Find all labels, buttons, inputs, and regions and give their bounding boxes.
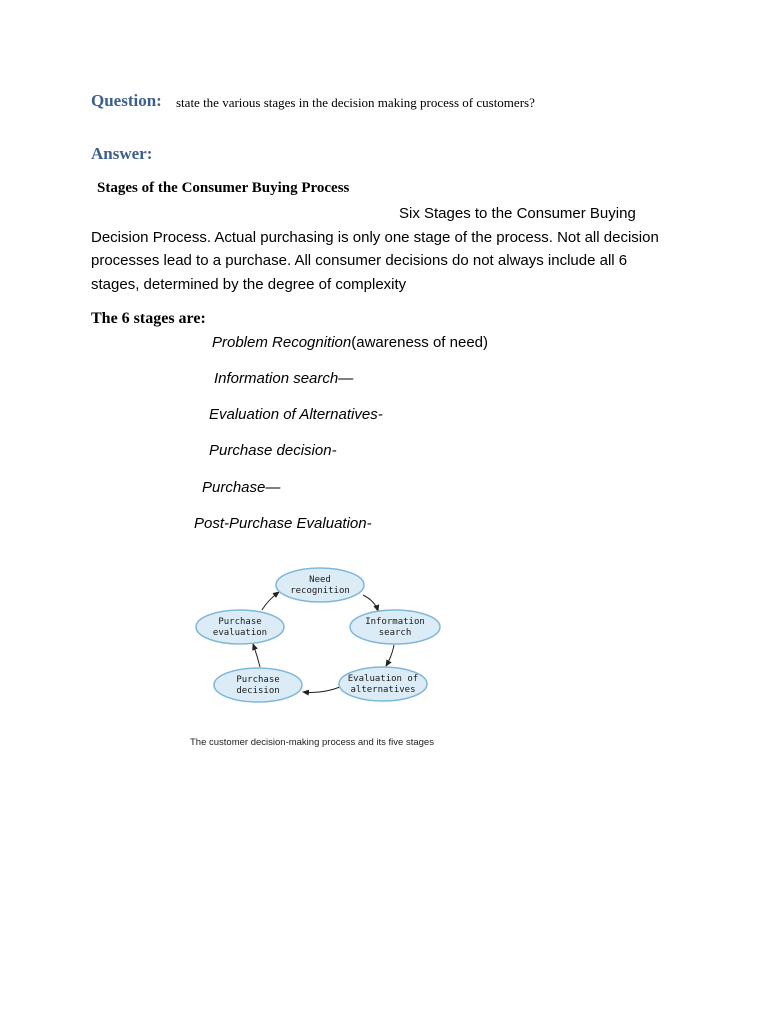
stage-name: Information search— bbox=[214, 370, 354, 387]
node-label: search bbox=[378, 628, 412, 638]
diagram-caption: The customer decision-making process and its five stages bbox=[190, 737, 434, 748]
arrow-need-to-info bbox=[363, 595, 378, 611]
node-purchase-decision bbox=[214, 668, 302, 702]
node-label: Purchase bbox=[218, 617, 262, 627]
arrow-info-to-eval bbox=[386, 645, 394, 666]
stage-item bbox=[209, 406, 383, 423]
question-label: Question: bbox=[91, 91, 162, 110]
node-ellipse bbox=[196, 610, 284, 644]
decision-process-diagram bbox=[180, 555, 480, 715]
arrow-eval-to-decision bbox=[303, 687, 340, 692]
answer-label: Answer: bbox=[91, 144, 153, 163]
stage-item bbox=[209, 442, 337, 459]
node-label: recognition bbox=[290, 586, 350, 596]
stage-name: Post-Purchase Evaluation- bbox=[194, 515, 372, 532]
node-information-search bbox=[350, 610, 440, 644]
stage-name: Problem Recognition bbox=[212, 334, 352, 351]
stage-suffix: (awareness of need) bbox=[351, 334, 488, 351]
node-label: Information bbox=[365, 617, 425, 627]
node-label: Purchase bbox=[236, 675, 280, 685]
node-evaluation-of-alternatives bbox=[339, 667, 427, 701]
node-need-recognition bbox=[276, 568, 364, 602]
paragraph-line-3: processes lead to a purchase. All consumer decisions do not always include all 6 bbox=[91, 252, 628, 269]
node-ellipse bbox=[214, 668, 302, 702]
stage-item bbox=[202, 479, 280, 496]
node-ellipse bbox=[276, 568, 364, 602]
node-label: Evaluation of bbox=[347, 674, 419, 684]
node-purchase-evaluation bbox=[196, 610, 284, 644]
stage-name: Evaluation of Alternatives- bbox=[209, 406, 383, 423]
node-ellipse bbox=[339, 667, 427, 701]
node-ellipse bbox=[350, 610, 440, 644]
stage-name: Purchase decision- bbox=[209, 442, 337, 459]
node-label: decision bbox=[236, 686, 280, 696]
stage-item bbox=[212, 334, 488, 351]
stages-heading: The 6 stages are: bbox=[91, 310, 206, 327]
question-text: state the various stages in the decision making process of customers? bbox=[176, 95, 535, 110]
stage-name: Purchase— bbox=[202, 479, 281, 496]
node-label: evaluation bbox=[212, 628, 268, 638]
paragraph-line-2: Decision Process. Actual purchasing is only one stage of the process. Not all decision bbox=[91, 229, 659, 246]
paragraph-line-1: Six Stages to the Consumer Buying bbox=[399, 205, 636, 222]
node-label: Need bbox=[309, 575, 331, 585]
section-title: Stages of the Consumer Buying Process bbox=[97, 180, 350, 196]
stage-item bbox=[214, 370, 353, 387]
arrow-eval-to-need bbox=[262, 592, 279, 610]
arrow-decision-to-eval bbox=[253, 644, 260, 667]
paragraph-line-4: stages, determined by the degree of complexity bbox=[91, 276, 407, 293]
node-label: alternatives bbox=[350, 685, 416, 695]
stage-item bbox=[194, 515, 372, 532]
